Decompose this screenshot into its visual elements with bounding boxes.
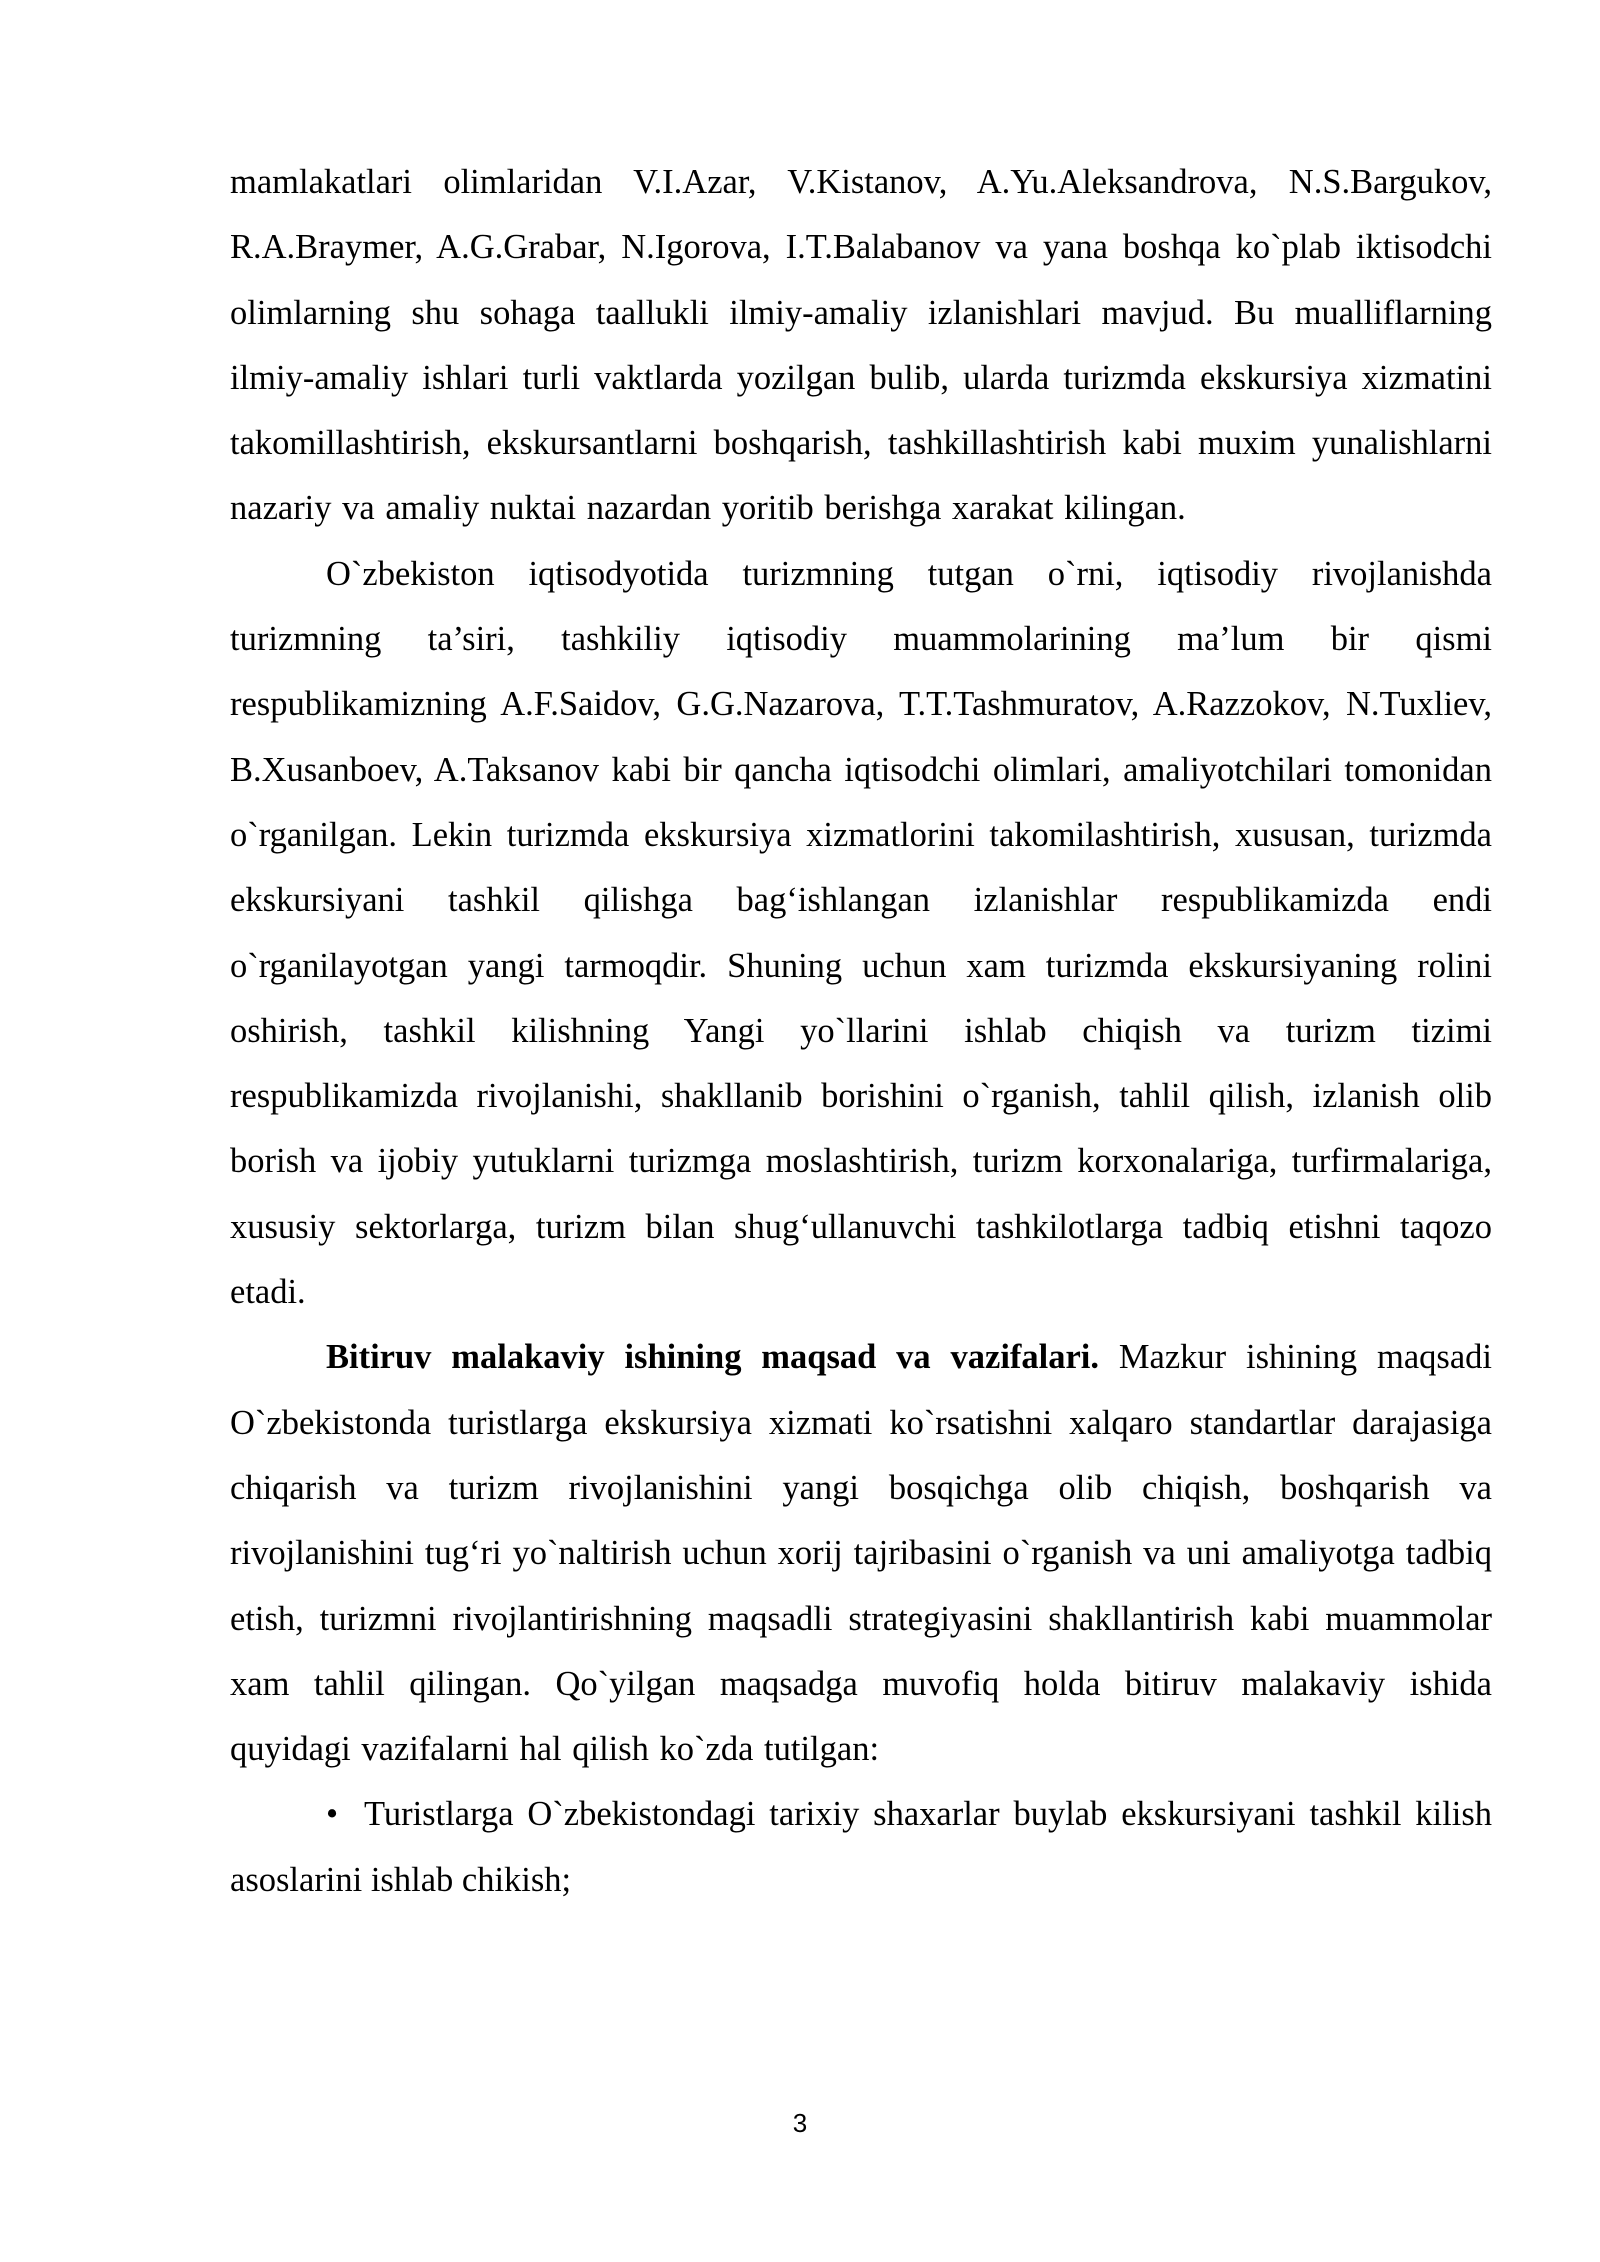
list-item (230, 1782, 1492, 1913)
body-paragraph (230, 1325, 1492, 1782)
body-paragraph: mamlakatlari olimlaridan V.I.Azar, V.Kistanov, A.Yu.Aleksandrova, N.S.Bargukov, R.A.Braymer, A.G.Grabar, N.Igorova, I.T.Balabanov va yana boshqa ko`plab iktisodchi olimlarning shu sohaga taallukli ilmiy-amaliy izlanishlari mavjud. Bu mualliflarning ilmiy-amaliy ishlari turli vaktlarda yozilgan bulib, ularda turizmda ekskursiya xizmatini takomillashtirish, ekskursantlarni boshqarish, tashkillashtirish kabi muxim yunalishlarni nazariy va amaliy nuktai nazardan yoritib berishga xarakat kilingan. (230, 163, 1492, 528)
page-number: 3 (792, 2108, 808, 2138)
section-body: Mazkur ishining maqsadi O`zbekistonda turistlarga ekskursiya xizmati ko`rsatishni xalqaro standartlar darajasiga chiqarish va turizm rivojlanishini yangi bosqichga olib chiqish, boshqarish va rivojlanishini tug‘ri yo`naltirish uchun xorij tajribasini o`rganish va uni amaliyotga tadbiq etish, turizmni rivojlantirishning maqsadli strategiyasini shakllantirish kabi muammolar xam tahlil qilingan. Qo`yilgan maqsadga muvofiq holda bitiruv malakaviy ishida quyidagi vazifalarni hal qilish ko`zda tutilgan: (230, 1338, 1492, 1769)
section-heading: Bitiruv malakaviy ishining maqsad va vazifalari. (326, 1338, 1100, 1377)
body-paragraph: O`zbekiston iqtisodyotida turizmning tutgan o`rni, iqtisodiy rivojlanishda turizmning ta’siri, tashkiliy iqtisodiy muammolarining ma’lum bir qismi respublikamizning A.F.Saidov, G.G.Nazarova, T.T.Tashmuratov, A.Razzokov, N.Tuxliev, B.Xusanboev, A.Taksanov kabi bir qancha iqtisodchi olimlari, amaliyotchilari tomonidan o`rganilgan. Lekin turizmda ekskursiya xizmatlorini takomilashtirish, xususan, turizmda ekskursiyani tashkil qilishga bag‘ishlangan izlanishlar respublikamizda endi o`rganilayotgan yangi tarmoqdir. Shuning uchun xam turizmda ekskursiyaning rolini oshirish, tashkil kilishning Yangi yo`llarini ishlab chiqish va turizm tizimi respublikamizda rivojlanishi, shakllanib borishini o`rganish, tahlil qilish, izlanish olib borish va ijobiy yutuklarni turizmga moslashtirish, turizm korxonalariga, turfirmalariga, xususiy sektorlarga, turizm bilan shug‘ullanuvchi tashkilotlarga tadbiq etishni taqozo etadi. (230, 554, 1492, 1312)
document-page (230, 150, 1492, 1913)
bullet-icon: • (326, 1795, 339, 1834)
list-item-text: Turistlarga O`zbekistondagi tarixiy shaxarlar buylab ekskursiyani tashkil kilish asoslarini ishlab chikish; (230, 1795, 1492, 1899)
